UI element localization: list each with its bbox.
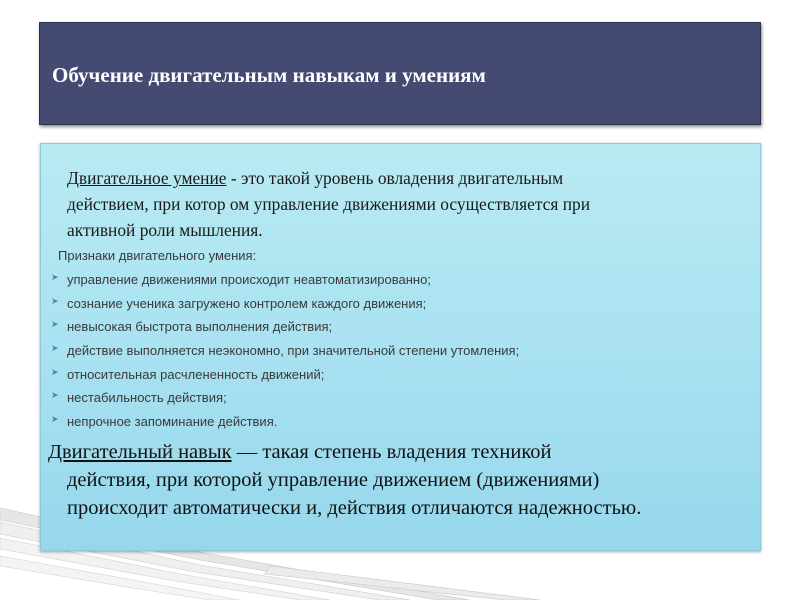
- list-item: ➤ относительная расчлененность движений;: [51, 366, 325, 382]
- content-box: [40, 143, 761, 551]
- signs-heading: Признаки двигательного умения:: [58, 248, 257, 263]
- bullet-arrow-icon: ➤: [51, 390, 59, 401]
- bullet-arrow-icon: ➤: [51, 414, 59, 425]
- signs-list: [49, 268, 519, 434]
- bullet-arrow-icon: ➤: [51, 343, 59, 354]
- list-item: ➤ непрочное запоминание действия.: [51, 414, 278, 430]
- motor-habit-line-2: действия, при которой управление движением (движениями): [67, 469, 600, 491]
- motor-skill-line-1: [55, 165, 753, 191]
- motor-habit-line-1: [48, 438, 760, 466]
- bullet-arrow-icon: ➤: [51, 295, 59, 306]
- motor-habit-line-3: происходит автоматически и, действия отличаются надежностью.: [67, 497, 642, 519]
- list-item: ➤ управление движениями происходит неавтоматизированно;: [51, 272, 431, 287]
- motor-skill-line-2: действием, при котор ом управление движениями осуществляется при: [67, 194, 591, 214]
- motor-skill-text-1: - это такой уровень овладения двигательным: [226, 168, 564, 188]
- list-item: ➤ сознание ученика загружено контролем каждого движения;: [51, 295, 427, 311]
- bullet-arrow-icon: ➤: [51, 272, 59, 282]
- slide-title-bar: [39, 22, 761, 125]
- motor-habit-definition: [48, 438, 760, 522]
- motor-habit-text-1: — такая степень владения техникой: [231, 441, 552, 463]
- bullet-arrow-icon: ➤: [51, 319, 59, 330]
- list-item: ➤ действие выполняется неэкономно, при значительной степени утомления;: [51, 343, 520, 359]
- motor-habit-term: Двигательный навык: [48, 441, 232, 463]
- motor-skill-line-3: активной роли мышления.: [67, 220, 263, 240]
- list-item: ➤ невысокая быстрота выполнения действия;: [51, 319, 333, 335]
- bullet-arrow-icon: ➤: [51, 366, 59, 377]
- motor-skill-term: Двигательное умение: [67, 168, 227, 188]
- motor-skill-definition: [55, 165, 753, 243]
- list-item: ➤ нестабильность действия;: [51, 390, 227, 406]
- slide-title: Обучение двигательным навыкам и умениям: [52, 63, 486, 87]
